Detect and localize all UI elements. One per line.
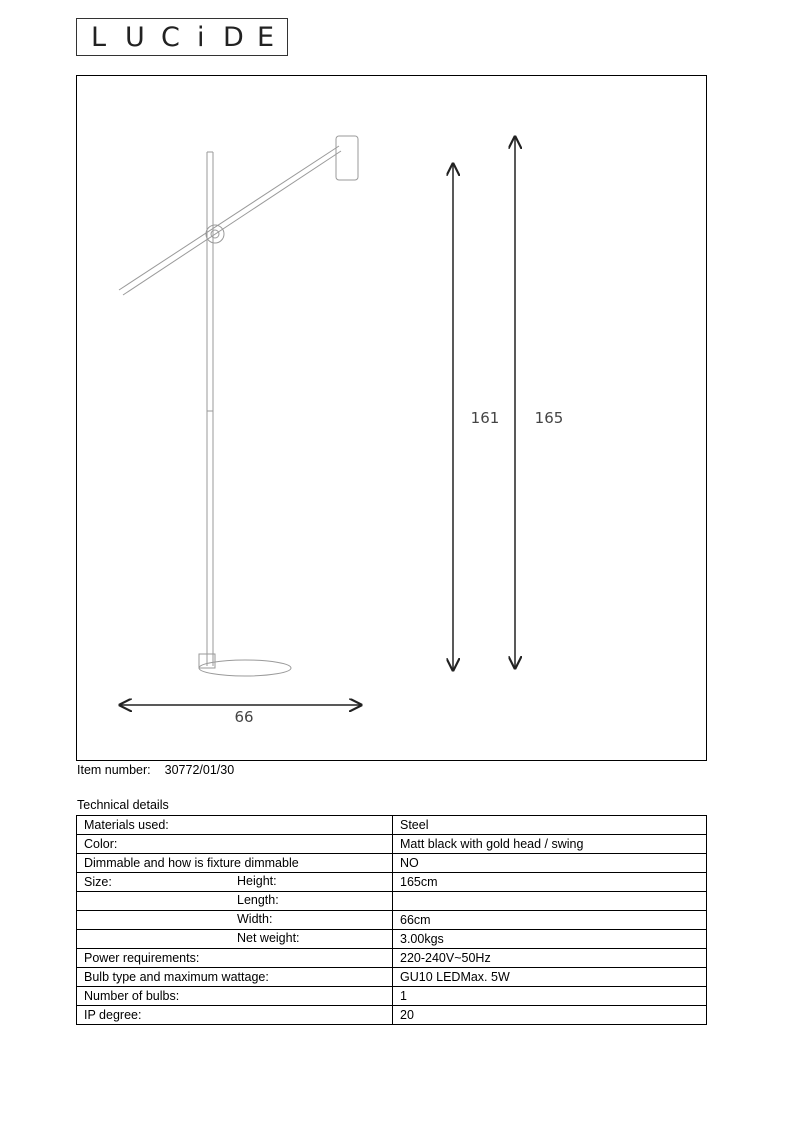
spec-value: 165cm (393, 873, 707, 892)
item-number-label: Item number: (77, 763, 151, 777)
spec-label: Number of bulbs: (77, 987, 393, 1006)
logo-letter-u: U (125, 22, 145, 53)
spec-label-width (77, 911, 393, 930)
spec-value (393, 892, 707, 911)
table-row (77, 816, 707, 835)
spec-value: 3.00kgs (393, 930, 707, 949)
table-row (77, 930, 707, 949)
table-row (77, 835, 707, 854)
logo-letter-e: E (257, 22, 275, 53)
table-row (77, 911, 707, 930)
technical-details-title: Technical details (77, 798, 169, 812)
logo-letter-l: L (91, 22, 107, 53)
table-row (77, 1006, 707, 1025)
spec-label: Bulb type and maximum wattage: (77, 968, 393, 987)
logo-letter-i: i (197, 22, 205, 53)
logo-letter-c: C (161, 22, 180, 53)
floor-lamp-diagram (77, 76, 708, 762)
table-row (77, 949, 707, 968)
height-label: Height: (237, 874, 277, 888)
spec-value: 20 (393, 1006, 707, 1025)
spec-label: Color: (77, 835, 393, 854)
spec-label-weight (77, 930, 393, 949)
item-number-row (77, 763, 234, 777)
spec-label: Materials used: (77, 816, 393, 835)
table-row (77, 987, 707, 1006)
table-row (77, 892, 707, 911)
table-row (77, 968, 707, 987)
spec-label-size (77, 873, 393, 892)
width-label: Width: (237, 912, 273, 926)
table-row (77, 873, 707, 892)
spec-value: GU10 LEDMax. 5W (393, 968, 707, 987)
lucide-logo (76, 18, 288, 56)
size-label: Size: (84, 874, 112, 889)
technical-details-table (76, 815, 707, 1025)
spec-value: Steel (393, 816, 707, 835)
spec-label: Power requirements: (77, 949, 393, 968)
dim-label-161: 161 (470, 409, 500, 427)
spec-label: Dimmable and how is fixture dimmable (77, 854, 393, 873)
length-label: Length: (237, 893, 279, 907)
spec-value: 220-240V~50Hz (393, 949, 707, 968)
spec-label: IP degree: (77, 1006, 393, 1025)
dim-label-165: 165 (534, 409, 564, 427)
lamp-outline (119, 136, 358, 676)
net-weight-label: Net weight: (237, 931, 300, 945)
dim-label-66: 66 (234, 708, 254, 726)
table-row (77, 854, 707, 873)
item-number-value: 30772/01/30 (164, 763, 235, 777)
spec-value: NO (393, 854, 707, 873)
logo-letter-d: D (223, 22, 244, 53)
spec-value: 66cm (393, 911, 707, 930)
spec-value: Matt black with gold head / swing (393, 835, 707, 854)
spec-value: 1 (393, 987, 707, 1006)
product-drawing (76, 75, 707, 761)
spec-label-length (77, 892, 393, 911)
